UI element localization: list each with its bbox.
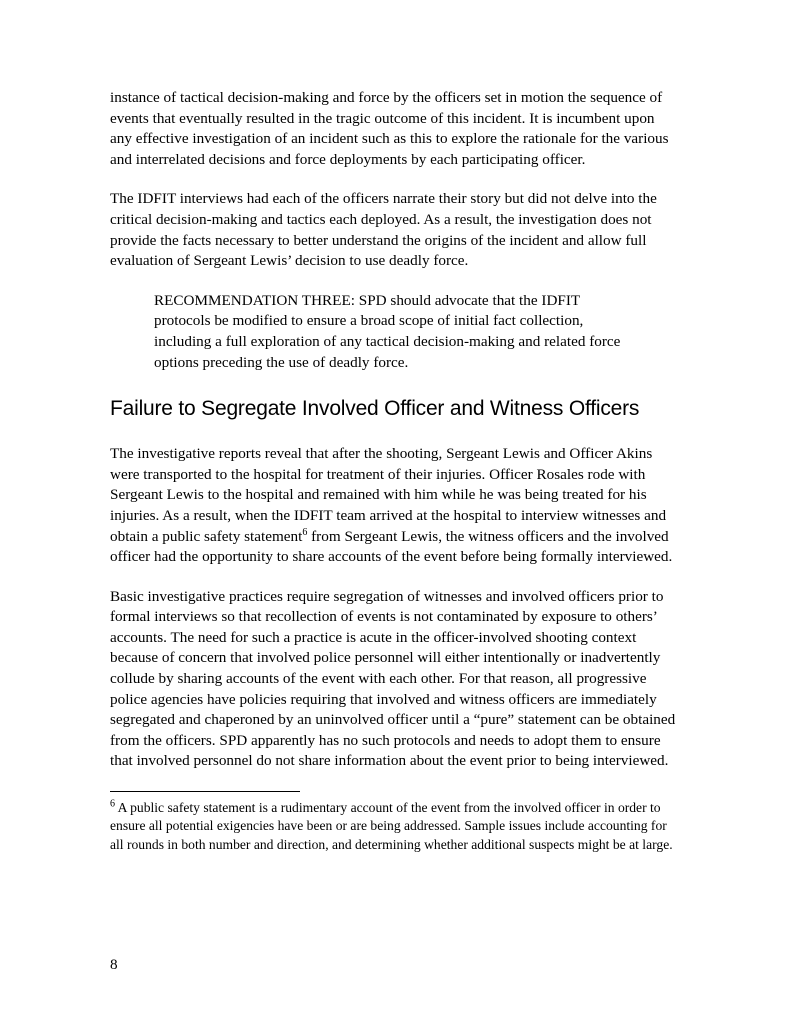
page-number: 8 xyxy=(110,956,118,973)
paragraph-1: instance of tactical decision-making and force by the officers set in motion the sequence of events that eventually resulted in the tragic outcome of this incident. It is incumbent upon any effective investigation of an incident such as this to explore the rationale for the various and interrelated decisions and force deployments by each participating officer. xyxy=(110,89,669,168)
footnote-text: A public safety statement is a rudimentary account of the event from the involved officer in order to ensure all potential exigencies have been or are being addressed. Sample issues include accounting for all rounds in both number and direction, and determining whether additional suspects might be at large. xyxy=(110,800,673,852)
footnote-divider xyxy=(110,791,300,792)
footnote-marker-6: 6 xyxy=(302,526,308,538)
footnote-number: 6 xyxy=(110,798,115,810)
paragraph-3-text-before-marker: The investigative reports reveal that after the shooting, Sergeant Lewis and Officer Akins were transported to the hospital for treatment of their injuries. Officer Rosales rode with Sergeant Lewis to the hospital and remained with him while he was being treated for his injuries. As a result, when the IDFIT team arrived at the hospital to interview witnesses and obtain a public safety statement xyxy=(110,445,667,545)
paragraph-2: The IDFIT interviews had each of the officers narrate their story but did not delve into the critical decision-making and tactics each deployed. As a result, the investigation does not provide the facts necessary to better understand the origins of the incident and allow full evaluation of Sergeant Lewis’ decision to use deadly force. xyxy=(110,190,657,270)
page-content xyxy=(110,88,680,854)
recommendation-three: RECOMMENDATION THREE: SPD should advocate that the IDFIT protocols be modified to ensure a broad scope of initial fact collection, including a full exploration of any tactical decision-making and related force options preceding the use of deadly force. xyxy=(154,291,621,371)
section-heading: Failure to Segregate Involved Officer and Witness Officers xyxy=(110,397,640,421)
paragraph-3 xyxy=(110,444,680,568)
paragraph-4: Basic investigative practices require segregation of witnesses and involved officers prior to formal interviews so that recollection of events is not contaminated by exposure to others’ accounts. The need for such a practice is acute in the officer-involved shooting context because of concern that involved police personnel will either intentionally or inadvertently collude by sharing accounts of the event with each other. For that reason, all progressive police agencies have policies requiring that involved and witness officers are immediately segregated and chaperoned by an uninvolved officer until a “pure” statement can be obtained from the officers. SPD apparently has no such protocols and needs to adopt them to ensure that involved personnel do not share information about the event prior to being interviewed. xyxy=(110,587,676,770)
footnote-6 xyxy=(110,799,680,854)
paragraph-3-text-after-marker: from Sergeant Lewis, the witness officers and the involved officer had the opportunity to share accounts of the event before being formally interviewed. xyxy=(110,527,673,566)
